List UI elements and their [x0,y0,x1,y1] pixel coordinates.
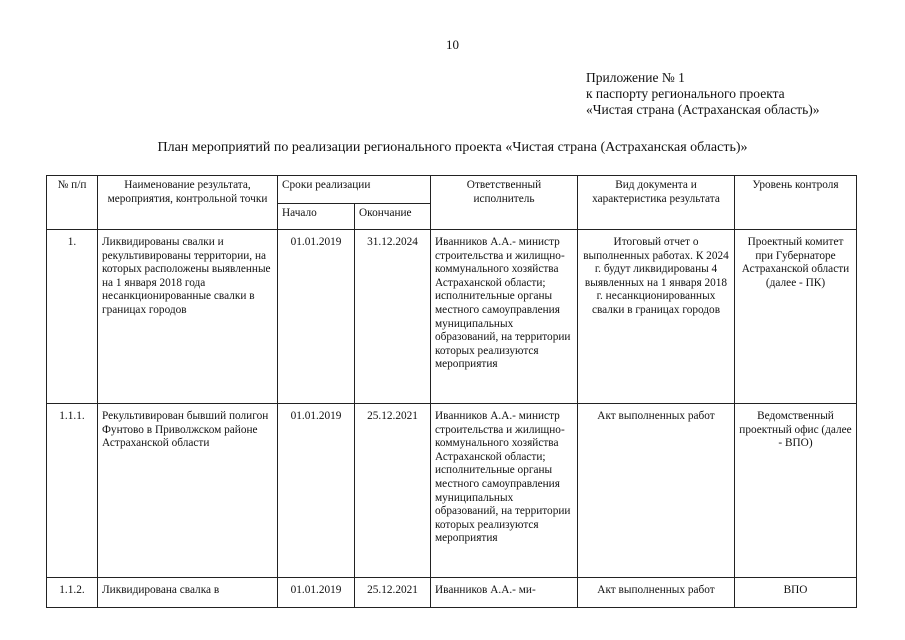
cell-doc: Акт выполненных работ [578,578,735,608]
cell-name: Ликвидированы свалки и рекультивированы территории, на которых расположены выявленные на 1 января 2018 года несанкционированные свалки в границах городов [98,230,278,404]
cell-control: ВПО [735,578,857,608]
cell-num: 1.1.2. [47,578,98,608]
table-row [47,404,857,578]
header-name: Наименование результата, мероприятия, контрольной точки [98,176,278,230]
cell-responsible: Иванников А.А.- ми- [431,578,578,608]
header-terms: Сроки реализации [278,176,431,204]
cell-doc: Итоговый отчет о выполненных работах. К 2024 г. будут ликвидированы 4 выявленных на 1 января 2018 г. несанкционированных свалки в границах городов [578,230,735,404]
cell-name: Рекультивирован бывший полигон Фунтово в Приволжском районе Астраханской области [98,404,278,578]
table-header-row [47,176,857,204]
appendix-header [586,70,820,118]
appendix-line-2: к паспорту регионального проекта [586,86,785,101]
header-control: Уровень контроля [735,176,857,230]
appendix-line-3: «Чистая страна (Астраханская область)» [586,102,820,117]
cell-start: 01.01.2019 [278,404,355,578]
appendix-line-1: Приложение № 1 [586,70,685,85]
cell-responsible: Иванников А.А.- министр строительства и жилищно-коммунального хозяйства Астраханской области; исполнительные органы местного самоуправления муниципальных образований, на территории которых реализуются мероприятия [431,230,578,404]
cell-num: 1.1.1. [47,404,98,578]
plan-title: План мероприятий по реализации регионального проекта «Чистая страна (Астраханская область)» [157,140,748,155]
header-start: Начало [278,204,355,230]
page-number: 10 [446,37,459,52]
header-end: Окончание [355,204,431,230]
activities-table [46,175,857,608]
cell-end: 25.12.2021 [355,404,431,578]
header-doc: Вид документа и характеристика результата [578,176,735,230]
cell-control: Ведомственный проектный офис (далее - ВПО) [735,404,857,578]
cell-name: Ликвидирована свалка в [98,578,278,608]
cell-doc: Акт выполненных работ [578,404,735,578]
cell-responsible: Иванников А.А.- министр строительства и жилищно-коммунального хозяйства Астраханской области; исполнительные органы местного самоуправления муниципальных образований, на территории которых реализуются мероприятия [431,404,578,578]
cell-num: 1. [47,230,98,404]
cell-control: Проектный комитет при Губернаторе Астраханской области (далее - ПК) [735,230,857,404]
cell-start: 01.01.2019 [278,578,355,608]
cell-start: 01.01.2019 [278,230,355,404]
header-responsible: Ответственный исполнитель [431,176,578,230]
table-row [47,230,857,404]
header-num: № п/п [47,176,98,230]
cell-end: 25.12.2021 [355,578,431,608]
table-row [47,578,857,608]
cell-end: 31.12.2024 [355,230,431,404]
